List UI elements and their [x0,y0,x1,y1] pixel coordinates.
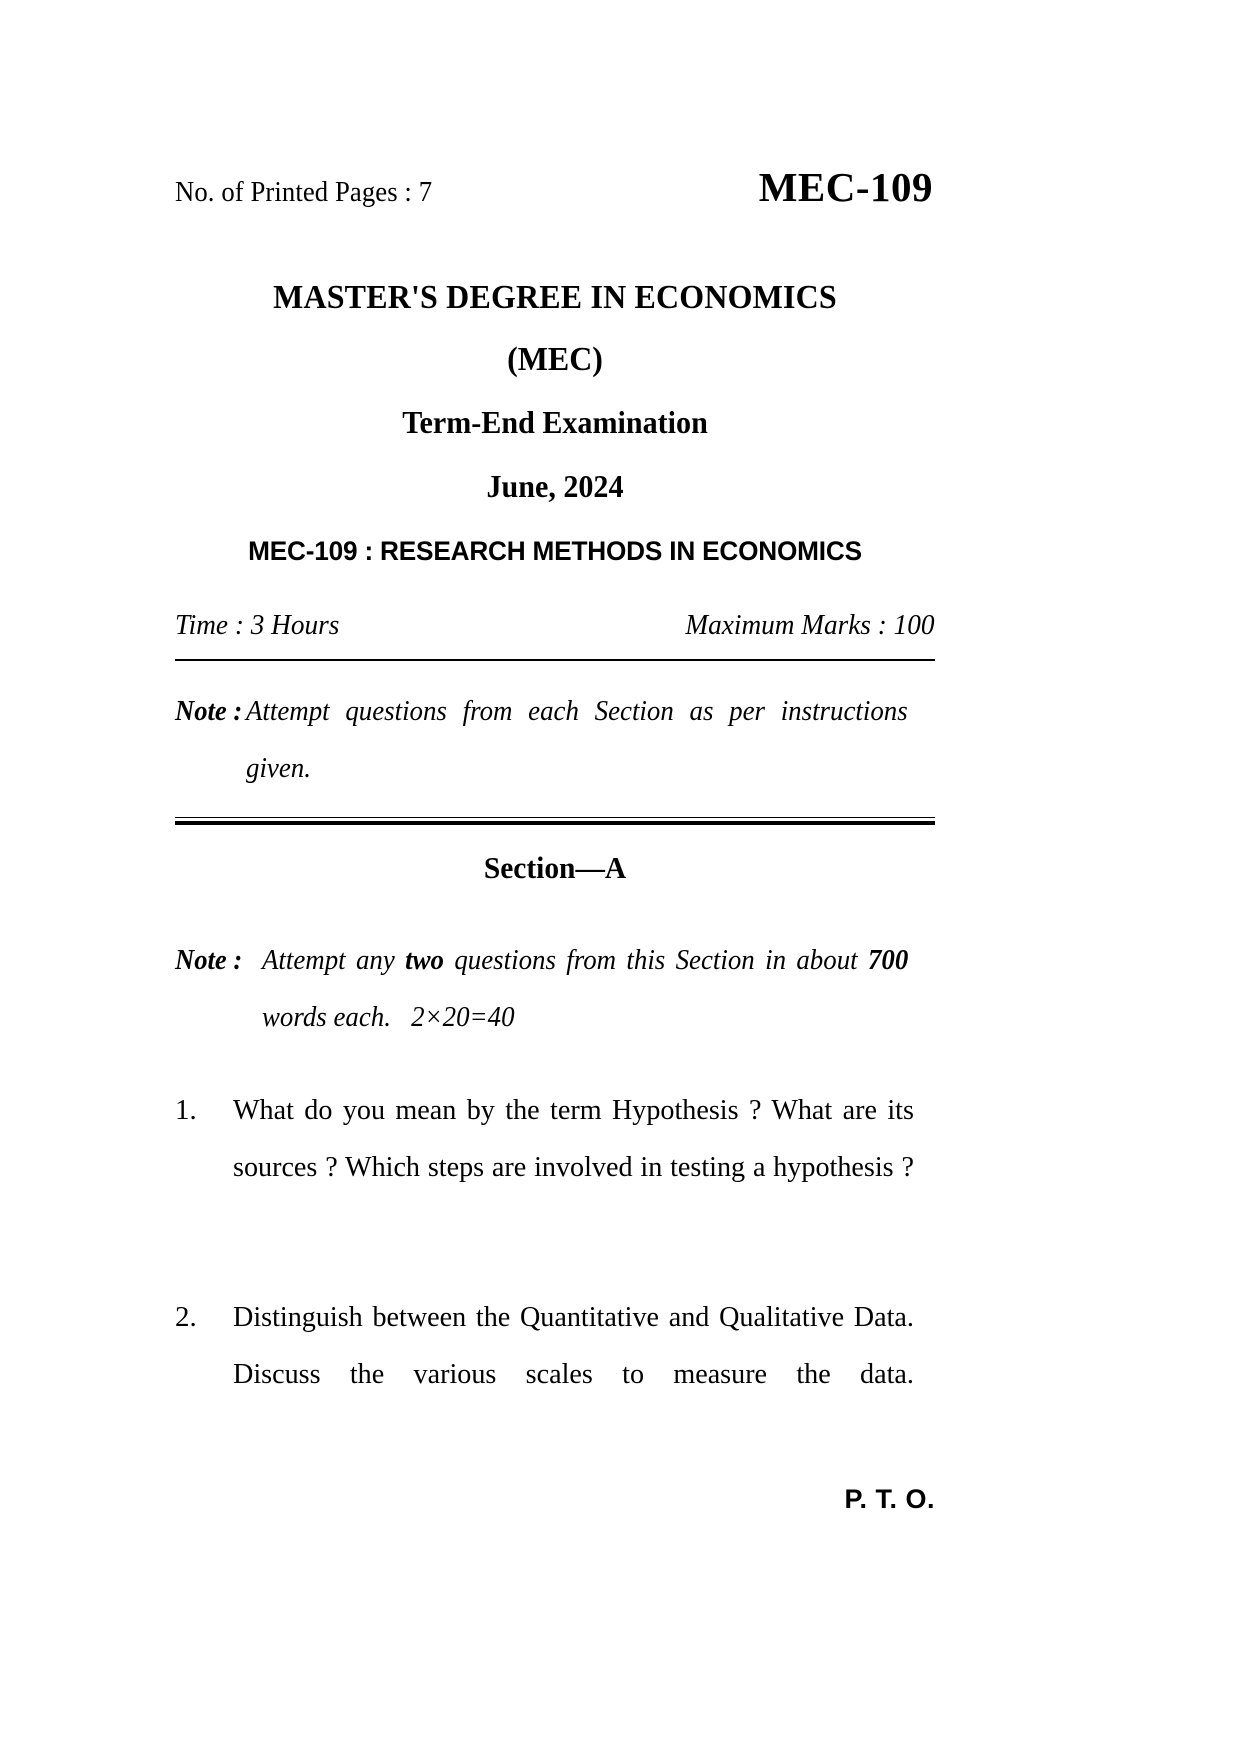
question-text: What do you mean by the term Hypothesis ? What are its sources ? Which steps are involved in testing a hypothesis ? [233,1094,914,1183]
page-header [175,163,935,219]
time-allowed: Time : 3 Hours [175,609,340,641]
section-a-heading: Section—A [483,850,627,885]
subject-title: MEC-109 : RESEARCH METHODS IN ECONOMICS [248,536,862,566]
divider-thin-line [175,817,935,818]
title-block [175,267,935,518]
section-a-note-text [262,932,908,1046]
section-a-note-label: Note : [175,945,243,976]
section-divider-rule [175,817,935,824]
section-a-marks: 2×20=40 [410,1002,515,1033]
header-divider-rule [175,659,935,661]
note-text-segment-3: words each. [261,1002,391,1033]
note-text-segment-1: Attempt any [261,945,405,976]
question-text: Distinguish between the Quantitative and Qualitative Data. Discuss the various scales to measure the data. [233,1301,914,1390]
note-emphasis-two: two [404,945,444,976]
divider-thick-line [175,821,935,825]
course-code: MEC-109 [758,164,933,210]
programme-title: MASTER'S DEGREE IN ECONOMICS [273,279,837,316]
question-item [175,1082,935,1253]
printed-pages-label: No. of Printed Pages : 7 [175,176,433,208]
examination-session: June, 2024 [486,468,624,504]
general-note-label: Note : [175,696,243,727]
turn-over-indicator: P. T. O. [844,1484,935,1514]
note-text-segment-2: questions from this Section in about [443,945,868,976]
general-note [175,683,935,797]
examination-type: Term-End Examination [402,404,708,440]
programme-abbreviation: (MEC) [507,341,603,378]
question-number: 2. [175,1301,197,1333]
general-note-text: Attempt questions from each Section as per instructions given. [245,696,908,784]
page-footer [175,1465,935,1515]
maximum-marks: Maximum Marks : 100 [685,609,935,641]
section-a-note [175,932,935,1046]
exam-info-row [175,609,935,642]
question-item [175,1289,935,1460]
page-content [175,0,935,1460]
note-emphasis-wordcount: 700 [867,945,909,976]
question-number: 1. [175,1094,197,1126]
